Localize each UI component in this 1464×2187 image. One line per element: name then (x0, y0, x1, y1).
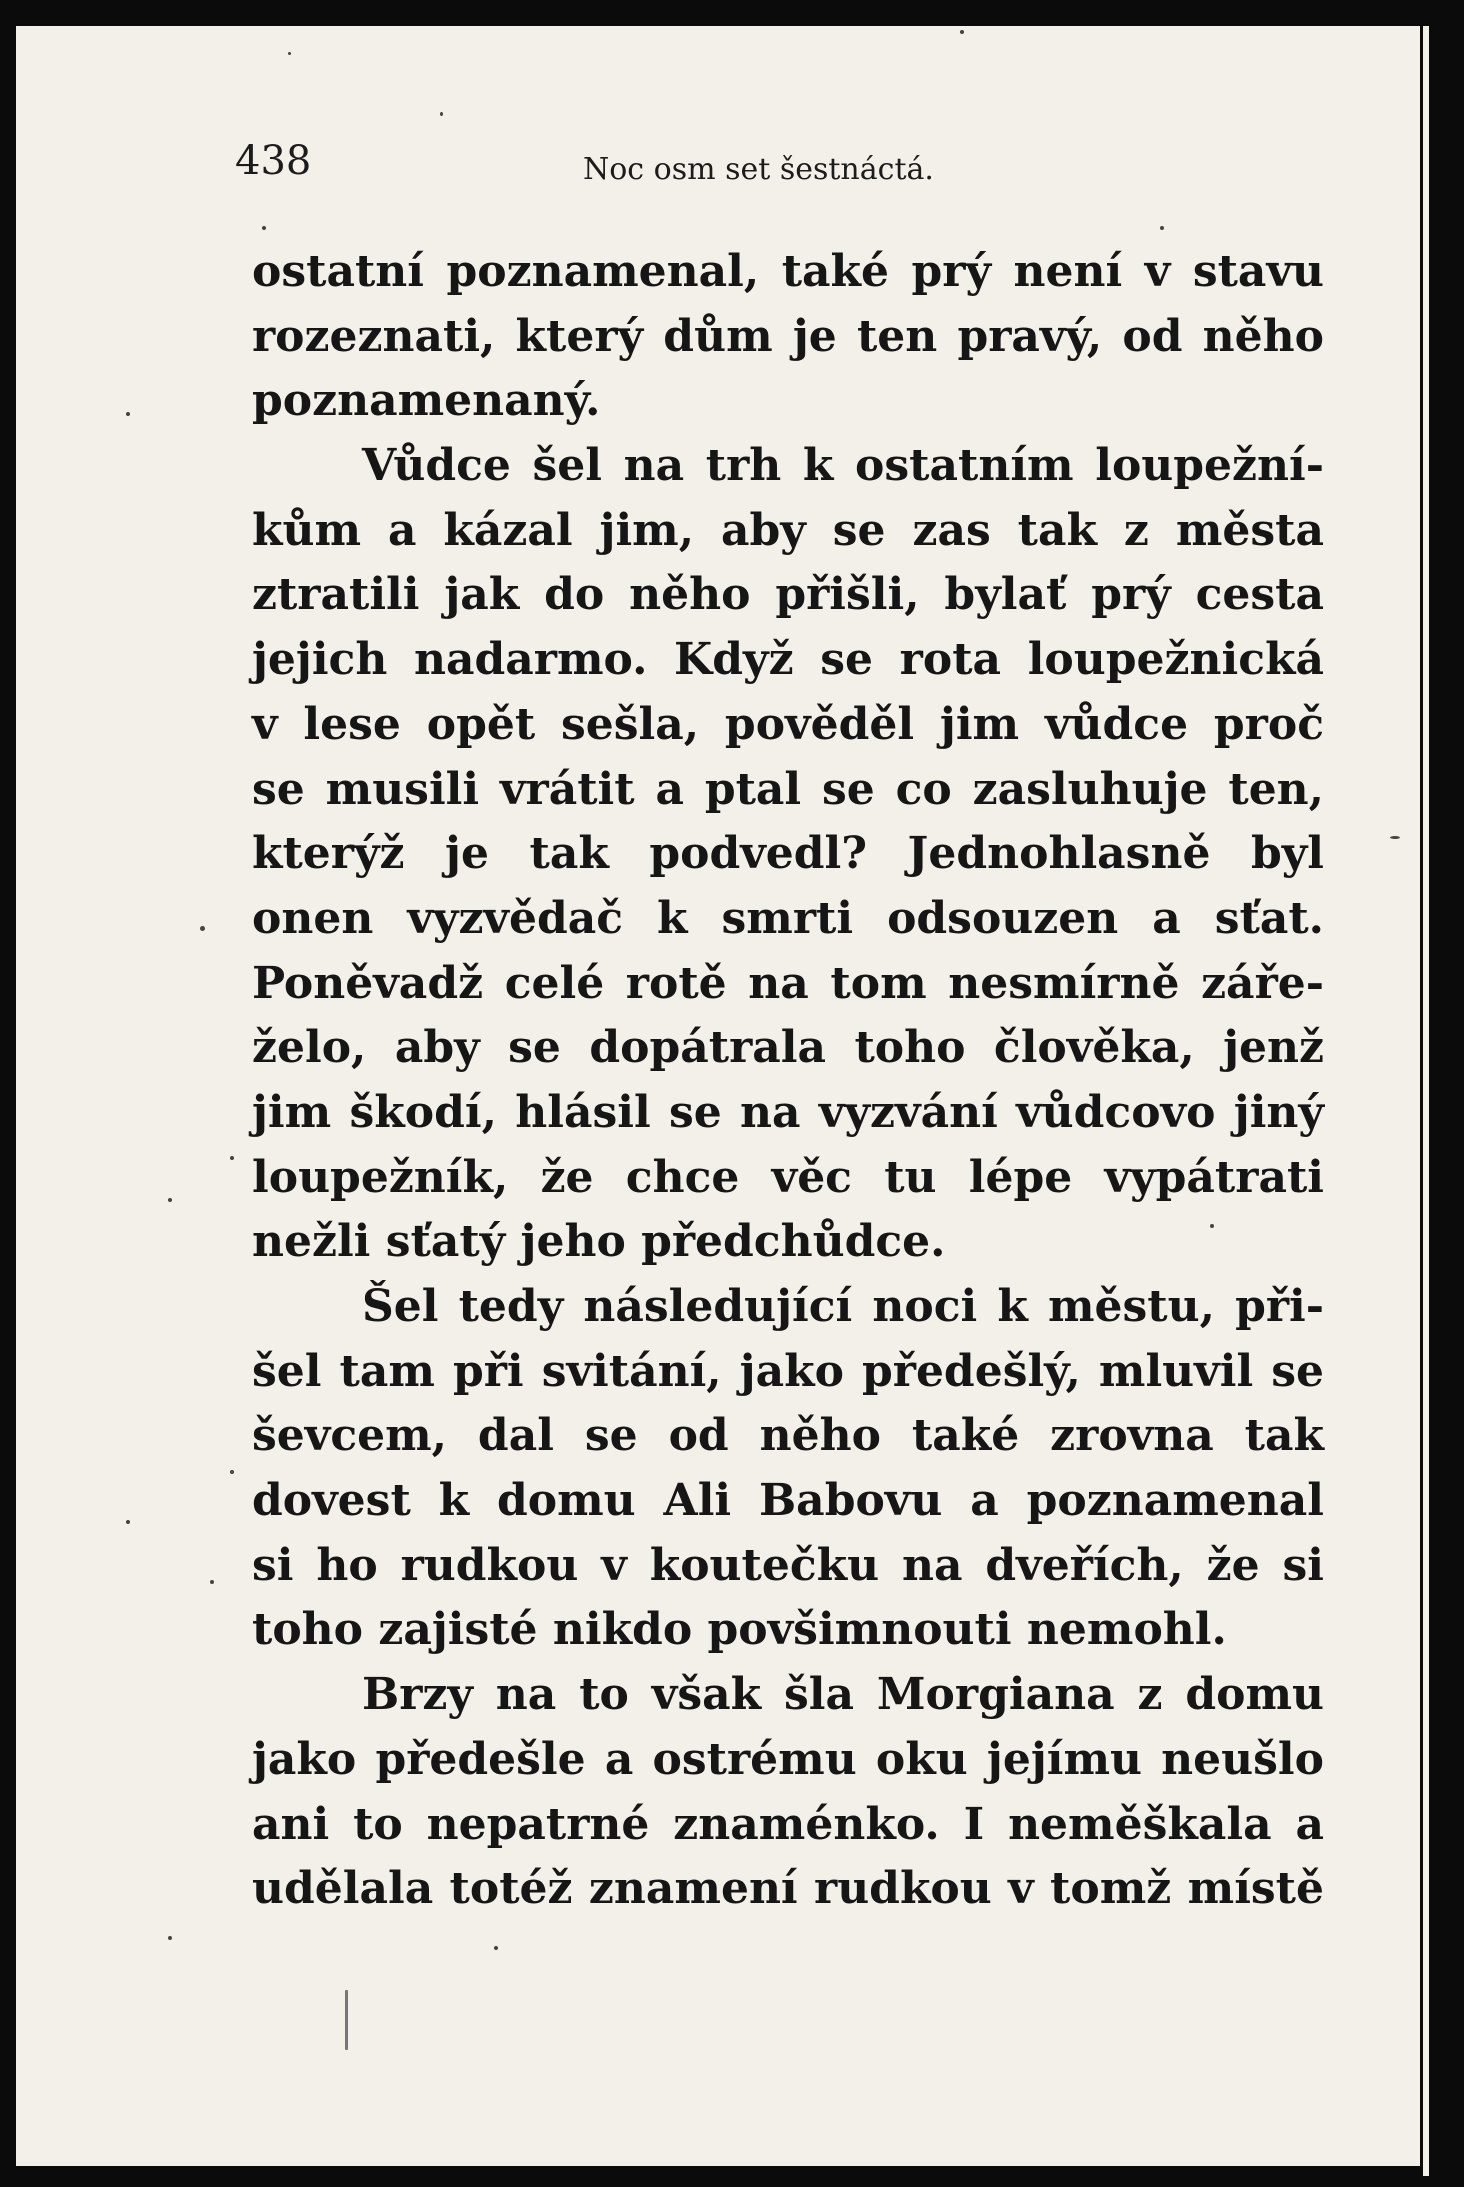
scan-speck (200, 926, 205, 931)
page-fold-edge (1423, 26, 1429, 2176)
text-line: toho zajisté nikdo povšimnouti nemohl. (252, 1604, 1227, 1656)
scan-speck (1390, 836, 1400, 839)
scan-speck (345, 1990, 348, 2050)
scan-speck (960, 30, 964, 34)
scan-speck (440, 112, 443, 116)
text-line: poznamenaný. (252, 375, 601, 427)
text-line: jako předešle a ostrému oku jejímu neušlo (252, 1733, 1324, 1785)
scan-speck (230, 1156, 234, 1160)
text-line: Brzy na to však šla Morgiana z domu (362, 1669, 1324, 1721)
text-line: Šel tedy následující noci k městu, při- (362, 1281, 1324, 1332)
text-line: jejich nadarmo. Když se rota loupežnická (252, 634, 1324, 686)
text-line: udělala totéž znamení rudkou v tomž místě (252, 1863, 1324, 1915)
text-line: se musili vrátit a ptal se co zasluhuje ten, (252, 763, 1324, 815)
page-number: 438 (235, 138, 312, 184)
text-line: Poněvadž celé rotě na tom nesmírně záře- (252, 957, 1324, 1009)
page-header (235, 138, 1335, 198)
text-line: kům a kázal jim, aby se zas tak z města (252, 504, 1324, 556)
scan-speck (288, 52, 291, 55)
text-line: želo, aby se dopátrala toho člověka, jenž (252, 1022, 1324, 1074)
running-title: Noc osm set šestnáctá. (583, 152, 934, 187)
scan-speck (1210, 1224, 1214, 1228)
scan-speck (168, 1936, 172, 1940)
text-line: loupežník, že chce věc tu lépe vypátrati (252, 1151, 1324, 1203)
scan-speck (126, 412, 130, 416)
text-line: ani to nepatrné znaménko. I neměškala a (252, 1798, 1324, 1850)
text-line: ztratili jak do něho přišli, bylať prý cesta (252, 569, 1324, 621)
scan-speck (230, 1470, 234, 1474)
text-line: ostatní poznamenal, také prý není v stavu (252, 246, 1324, 297)
scan-speck (262, 226, 266, 230)
scan-speck (168, 1198, 172, 1202)
text-line: kterýž je tak podvedl? Jednohlasně byl (252, 828, 1324, 880)
text-line: onen vyzvědač k smrti odsouzen a sťat. (252, 892, 1324, 944)
text-line: ševcem, dal se od něho také zrovna tak (252, 1410, 1324, 1462)
text-line: v lese opět sešla, pověděl jim vůdce proč (252, 698, 1324, 750)
scan-speck (210, 1580, 214, 1584)
text-line: si ho rudkou v koutečku na dveřích, že si (252, 1539, 1324, 1591)
scan-speck (1160, 226, 1164, 230)
text-line: Vůdce šel na trh k ostatním loupežní- (362, 440, 1324, 492)
text-line: jim škodí, hlásil se na vyzvání vůdcovo jiný (252, 1086, 1324, 1138)
text-line: šel tam při svitání, jako předešlý, mluvil se (252, 1345, 1324, 1397)
body-text (252, 240, 1324, 1922)
scan-speck (126, 1520, 130, 1524)
text-line: dovest k domu Ali Babovu a poznamenal (252, 1475, 1324, 1527)
scan-speck (494, 1946, 498, 1950)
text-line: nežli sťatý jeho předchůdce. (252, 1216, 946, 1268)
text-line: rozeznati, který dům je ten pravý, od něho (252, 310, 1324, 362)
